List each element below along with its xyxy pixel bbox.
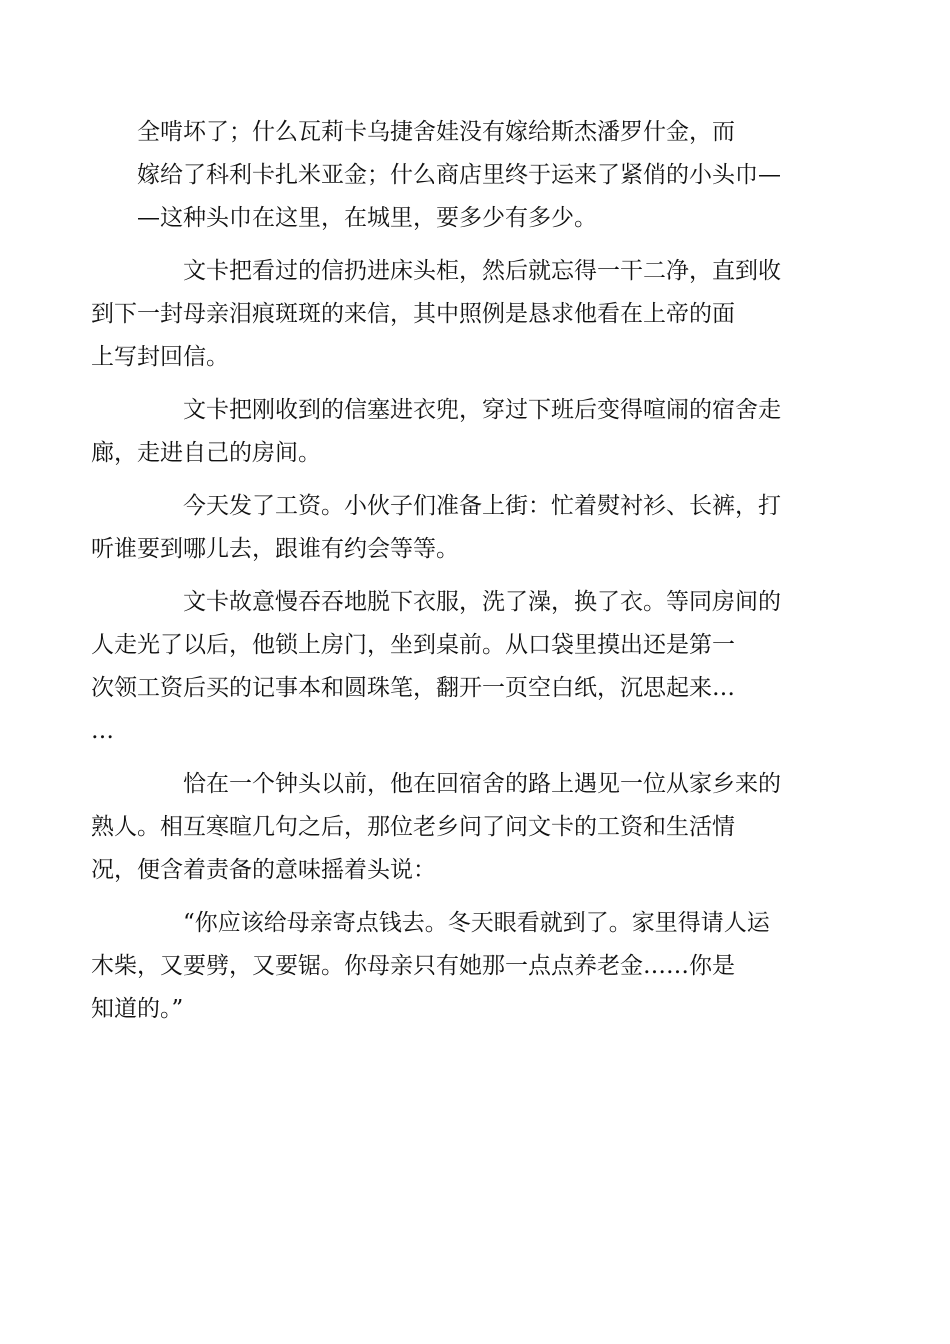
paragraph-line: 恰在一个钟头以前，他在回宿舍的路上遇见一位从家乡来的 xyxy=(183,771,781,797)
paragraph-line: 嫁给了科利卡扎米亚金；什么商店里终于运来了紧俏的小头巾— xyxy=(137,162,781,188)
paragraph-6 xyxy=(91,763,827,892)
paragraph-line: 况，便含着责备的意味摇着头说： xyxy=(91,857,436,883)
paragraph-line: 木柴，又要劈，又要锯。你母亲只有她那一点点养老金……你是 xyxy=(91,953,735,979)
paragraph-line: 次领工资后买的记事本和圆珠笔，翻开一页空白纸，沉思起来… xyxy=(91,675,735,701)
paragraph-line: 人走光了以后，他锁上房门，坐到桌前。从口袋里摸出还是第一 xyxy=(91,632,735,658)
paragraph-5 xyxy=(91,581,827,753)
paragraph-line: 全啃坏了；什么瓦莉卡乌捷舍娃没有嫁给斯杰潘罗什金，而 xyxy=(137,119,735,145)
body-text xyxy=(91,111,827,1041)
paragraph-line: 文卡故意慢吞吞地脱下衣服，洗了澡，换了衣。等同房间的 xyxy=(183,589,781,615)
paragraph-line: 上写封回信。 xyxy=(91,344,229,370)
paragraph-2 xyxy=(91,250,827,379)
paragraph-line: 今天发了工资。小伙子们准备上街：忙着熨衬衫、长裤，打 xyxy=(183,493,781,519)
paragraph-line: 廊，走进自己的房间。 xyxy=(91,440,321,466)
paragraph-line: —这种头巾在这里，在城里，要多少有多少。 xyxy=(137,205,597,231)
paragraph-line: “你应该给母亲寄点钱去。冬天眼看就到了。家里得请人运 xyxy=(183,910,770,936)
paragraph-line: 到下一封母亲泪痕斑斑的来信，其中照例是恳求他看在上帝的面 xyxy=(91,301,735,327)
paragraph-line: 听谁要到哪儿去，跟谁有约会等等。 xyxy=(91,536,459,562)
paragraph-7 xyxy=(91,902,827,1031)
paragraph-3 xyxy=(91,389,827,475)
paragraph-line: 文卡把刚收到的信塞进衣兜，穿过下班后变得喧闹的宿舍走 xyxy=(183,397,781,423)
paragraph-line: … xyxy=(91,718,114,744)
paragraph-line: 熟人。相互寒暄几句之后，那位老乡问了问文卡的工资和生活情 xyxy=(91,814,735,840)
paragraph-4 xyxy=(91,485,827,571)
paragraph-line: 文卡把看过的信扔进床头柜，然后就忘得一干二净，直到收 xyxy=(183,258,781,284)
paragraph-1 xyxy=(137,111,827,240)
paragraph-line: 知道的。” xyxy=(91,996,184,1022)
